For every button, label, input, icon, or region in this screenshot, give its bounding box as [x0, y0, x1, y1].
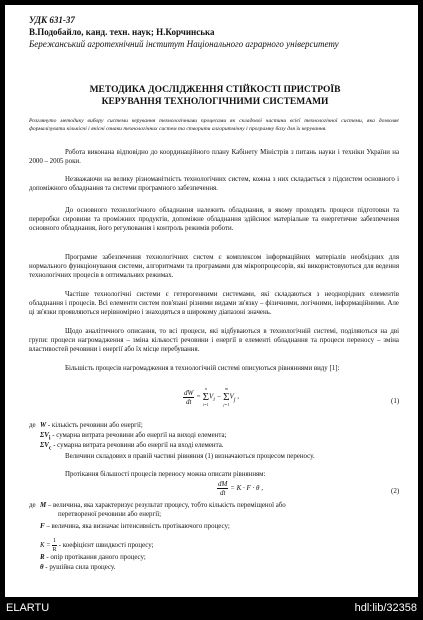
paragraph-6: Більшість процесів нагромадження в технологічній системі описуються рівняннями виду [1]: [65, 365, 340, 372]
paragraph-2: До основного технологічного обладнання належить обладнання, в якому проходять процеси підготовки та переробки сировини та проміжних продуктів, допоміжне обладнання здійснює матеріальне та енергетичне забезпечення основного обладнання, його регулювання і контроль режимів роботи. [29, 207, 399, 233]
def-sum-vc: $\Sigma V_c$ - сумарна витрата речовини або енергії на вході елемента. [40, 442, 224, 452]
repository-footer [0, 597, 423, 620]
funding-note: Робота виконана відповідно до координаційного плану Кабінету Міністрів з питань науки і техніки України на 2000 – 2005 роки. [29, 149, 399, 166]
paragraph-5: Щодо аналітичного описання, то всі процеси, які відбуваються в технологічній системі, поділяються на дві групи: процеси нагромадження – зміна кількості речовини і енергії в елементі обладнання та процеси переносу – зміна властивостей речовини і енергії або їх місце перебування. [29, 328, 399, 354]
def-k: K = $\frac{1}{R}$ - коефіцієнт швидкості процесу; [40, 538, 154, 553]
def-r: R - опір протікання даного процесу; [40, 554, 146, 561]
where-label-2: де [29, 502, 36, 509]
where-label: де [29, 422, 36, 429]
equation-2: $\frac{dM}{dt}$ = K · F · θ , [218, 480, 263, 497]
equation-2-number: (2) [391, 487, 400, 495]
paper-title-line-2: КЕРУВАННЯ ТЕХНОЛОГІЧНИМИ СИСТЕМАМИ [101, 97, 329, 107]
def-m-cont: перетвореної речовини або енергії; [58, 511, 162, 518]
paragraph-4: Частіше технологічні системи є гетерогенними системами, які складаються з неоднорідних елементів обладнання і процесів. Всі елементи систем пов'язані різними видами зв'язку – фізичними, логічними, інформаційними. Але ці зв'язки проявляються нерівномірно і знаходяться в широкому діапазоні значень. [29, 291, 399, 317]
udk-code: УДК 631-37 [29, 15, 75, 25]
def-theta: θ - рушійна сила процесу. [40, 564, 116, 571]
after-definitions: Величини складових в правій частині рівняння (1) визначаються процесом переносу. [65, 453, 315, 460]
equation-1-number: (1) [391, 397, 400, 405]
transfer-intro: Протікання більшості процесів переносу можна описати рівнянням: [65, 471, 266, 478]
institution: Бережанський агротехнічний інститут Національного аграрного університету [29, 39, 339, 49]
document-page [5, 5, 418, 597]
handle-id: hdl:lib/32358 [354, 602, 417, 614]
paragraph-1: Незважаючи на велику різноманітність технологічних систем, кожна з них складається з підсистем основного і допоміжного обладнання та системи програмного забезпечення. [29, 176, 399, 193]
repository-name: ELARTU [6, 602, 50, 614]
def-m: M – величина, яка характеризує результат процесу, тобто кількість переміщеної або [40, 502, 286, 509]
def-w: W - кількість речовини або енергії; [40, 422, 143, 429]
authors: В.Подобайло, канд. техн. наук; Н.Корчинська [29, 27, 215, 37]
abstract: Розглянуто методику вибору системи керування технологічними процесами як складової частини всієї технологічної системи, яка дозволяє формалізувати кількісні і якісні ознаки технологічних систем та створити алгоритмічну і програмну базу для їх керування. [29, 118, 399, 132]
def-sum-vi: $\Sigma V_i$ - сумарна витрата речовини або енергії на виході елемента; [40, 432, 227, 442]
equation-1: $\frac{dW}{dt}$ = n Σ i=1 $V_i$ − m Σ j=1 $V_j$ , [184, 386, 239, 407]
def-f: F – величина, яка визначає інтенсивність протікаючого процесу; [40, 523, 230, 530]
paragraph-3: Програмне забезпечення технологічних систем є комплексом інформаційних матеріалів необхідних для нормального функціонування системи, алгоритмами та програмами для мікропроцесорів, які використовуються для ведення технологічних процесів в оптимальних режимах. [29, 254, 399, 280]
paper-title-line-1: МЕТОДИКА ДОСЛІДЖЕННЯ СТІЙКОСТІ ПРИСТРОЇВ [89, 85, 341, 95]
